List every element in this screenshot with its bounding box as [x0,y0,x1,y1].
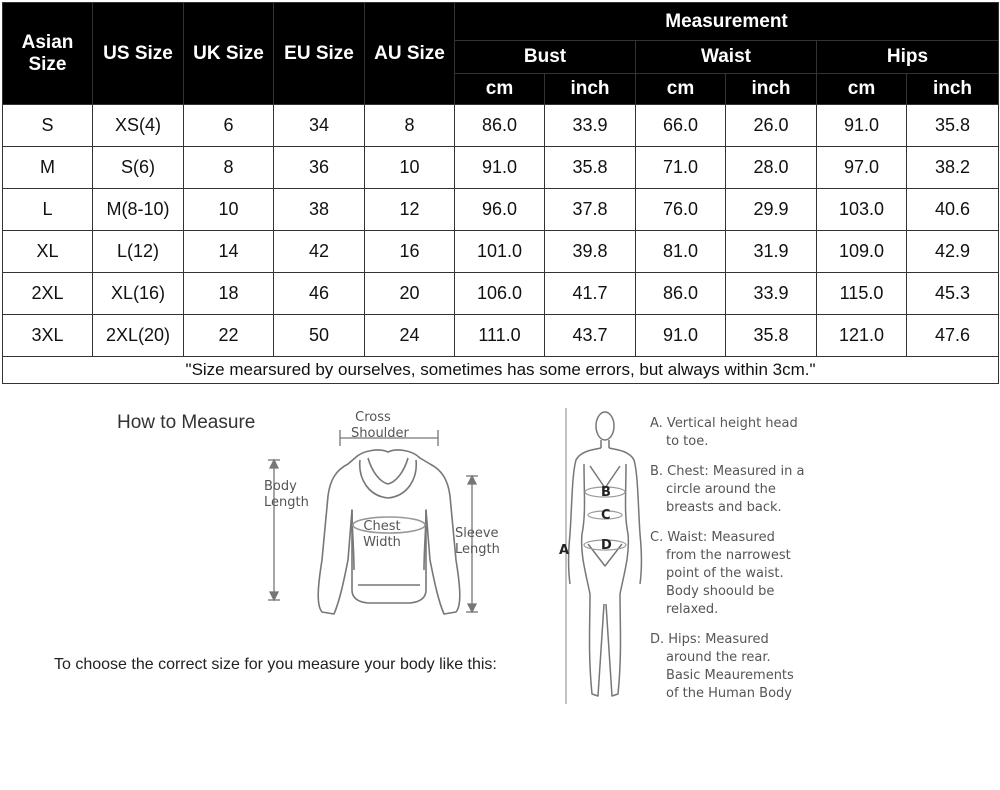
sleeve-length-label: Sleeve Length [455,526,500,557]
table-cell: 22 [184,315,274,357]
table-cell: 66.0 [636,105,726,147]
table-row [3,315,999,357]
table-row [3,273,999,315]
chest-width-label: Chest Width [363,519,401,550]
header-unit-cm: cm [455,74,545,105]
header-unit-cm: cm [817,74,907,105]
table-row [3,189,999,231]
header-unit-inch: inch [726,74,817,105]
table-cell: 36 [274,147,365,189]
mark-a: A [559,543,570,558]
table-cell: 42.9 [907,231,999,273]
table-cell: 10 [365,147,455,189]
header-waist: Waist [636,41,817,74]
table-cell: 103.0 [817,189,907,231]
table-cell: XS(4) [93,105,184,147]
header-unit-inch: inch [545,74,636,105]
table-cell: 3XL [3,315,93,357]
how-to-measure-title: How to Measure [117,412,256,433]
table-cell: 50 [274,315,365,357]
header-eu-size: EU Size [274,3,365,105]
table-cell: 16 [365,231,455,273]
legend-item-d: D. Hips: Measured around the rear. Basic Meaurements of the Human Body [650,632,794,701]
table-cell: 42 [274,231,365,273]
table-cell: 35.8 [726,315,817,357]
header-uk-size: UK Size [184,3,274,105]
table-cell: 34 [274,105,365,147]
table-row [3,147,999,189]
mark-c: C [601,508,611,523]
table-cell: 40.6 [907,189,999,231]
cross-shoulder-label: Cross Shoulder [351,410,409,441]
body-length-label: Body Length [264,479,309,510]
header-hips: Hips [817,41,999,74]
table-cell: 2XL(20) [93,315,184,357]
table-cell: 41.7 [545,273,636,315]
table-cell: 8 [184,147,274,189]
table-cell: 43.7 [545,315,636,357]
table-cell: 33.9 [726,273,817,315]
measurement-note: "Size mearsured by ourselves, sometimes has some errors, but always within 3cm." [3,357,999,384]
mark-d: D [601,538,612,553]
table-cell: 38 [274,189,365,231]
table-cell: 101.0 [455,231,545,273]
table-cell: 81.0 [636,231,726,273]
table-cell: 97.0 [817,147,907,189]
table-cell: L(12) [93,231,184,273]
table-cell: 46 [274,273,365,315]
table-cell: 29.9 [726,189,817,231]
table-cell: 20 [365,273,455,315]
table-cell: 37.8 [545,189,636,231]
header-measurement: Measurement [455,3,999,41]
table-cell: 6 [184,105,274,147]
table-cell: 39.8 [545,231,636,273]
instruction-text: To choose the correct size for you measure your body like this: [54,656,497,673]
table-cell: 31.9 [726,231,817,273]
table-cell: 121.0 [817,315,907,357]
table-cell: M(8-10) [93,189,184,231]
table-cell: 91.0 [636,315,726,357]
table-cell: 91.0 [455,147,545,189]
table-cell: 14 [184,231,274,273]
legend-item-a: A. Vertical height head to toe. [650,416,798,449]
header-unit-cm: cm [636,74,726,105]
table-cell: 24 [365,315,455,357]
table-cell: M [3,147,93,189]
body-figure-diagram [560,404,650,714]
table-row [3,105,999,147]
mark-b: B [601,485,611,500]
table-cell: 28.0 [726,147,817,189]
table-cell: 35.8 [545,147,636,189]
table-cell: 115.0 [817,273,907,315]
table-cell: 91.0 [817,105,907,147]
table-cell: 76.0 [636,189,726,231]
table-cell: S(6) [93,147,184,189]
table-cell: 33.9 [545,105,636,147]
measurement-legend [650,415,840,715]
table-cell: 38.2 [907,147,999,189]
header-unit-inch: inch [907,74,999,105]
table-cell: 71.0 [636,147,726,189]
table-cell: S [3,105,93,147]
table-cell: 86.0 [636,273,726,315]
table-cell: 26.0 [726,105,817,147]
table-cell: 35.8 [907,105,999,147]
table-cell: L [3,189,93,231]
legend-item-b: B. Chest: Measured in a circle around the breasts and back. [650,464,805,515]
table-cell: 10 [184,189,274,231]
header-bust: Bust [455,41,636,74]
table-cell: 18 [184,273,274,315]
table-cell: 45.3 [907,273,999,315]
header-us-size: US Size [93,3,184,105]
header-au-size: AU Size [365,3,455,105]
table-cell: 47.6 [907,315,999,357]
table-cell: XL(16) [93,273,184,315]
table-cell: 12 [365,189,455,231]
table-cell: 109.0 [817,231,907,273]
table-cell: 8 [365,105,455,147]
legend-item-c: C. Waist: Measured from the narrowest point of the waist. Body shoould be relaxed. [650,530,791,617]
table-cell: 111.0 [455,315,545,357]
table-cell: 2XL [3,273,93,315]
table-cell: XL [3,231,93,273]
size-chart-table [2,2,999,384]
table-cell: 106.0 [455,273,545,315]
header-asian-size: Asian Size [3,3,93,105]
table-cell: 96.0 [455,189,545,231]
table-cell: 86.0 [455,105,545,147]
table-row [3,231,999,273]
